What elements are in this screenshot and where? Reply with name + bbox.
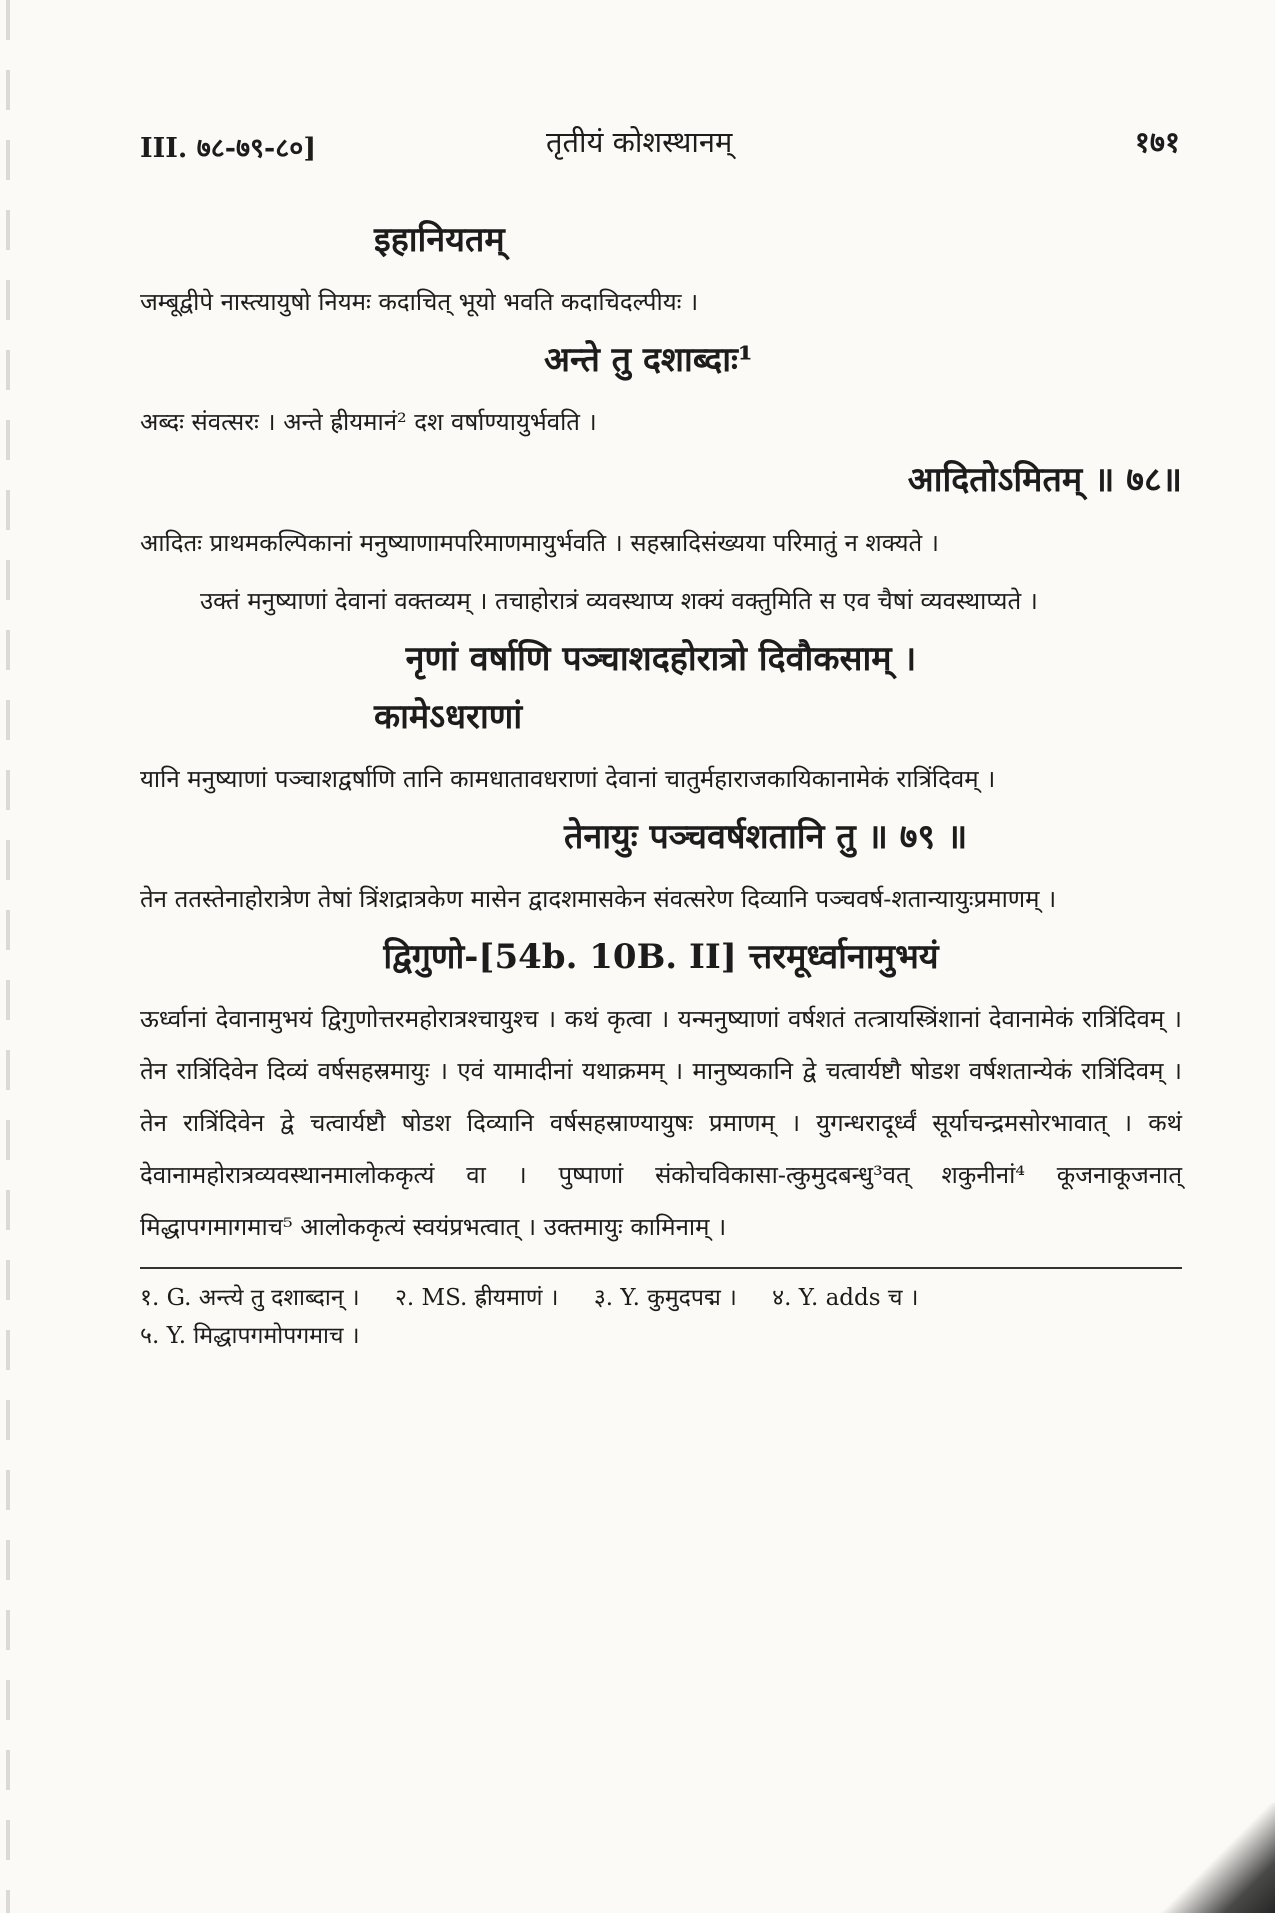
verse-line: नृणां वर्षाणि पञ्चाशदहोरात्रो दिवौकसाम् । [405, 638, 917, 679]
footnotes [140, 1279, 1182, 1355]
footnote: ५. Y. मिद्धापगमोपगमाच । [140, 1323, 360, 1350]
page-corner-shadow [1155, 1803, 1275, 1913]
footnote: १. G. अन्त्ये तु दशाब्दान् । [140, 1285, 360, 1312]
commentary-paragraph: उक्तं मनुष्याणां देवानां वक्तव्यम् । तचाहोरात्रं व्यवस्थाप्य शक्यं वक्तुमिति स एव चैषां व्यवस्थाप्यते । [200, 586, 1038, 615]
footnote: २. MS. ह्रीयमाणं । [394, 1285, 559, 1312]
commentary-paragraph: आदितः प्राथमकल्पिकानां मनुष्याणामपरिमाणमायुर्भवति । सहस्रादिसंख्यया परिमातुं न शक्यते । [140, 528, 939, 557]
footnote: ४. Y. adds च । [772, 1285, 919, 1312]
page-number: १७१ [1134, 125, 1180, 159]
running-header [140, 122, 1180, 172]
verse-line: द्विगुणो-[54b. 10B. II] त्तरमूर्ध्वानामुभयं [383, 937, 939, 978]
page-edge-shadow [6, 0, 10, 1913]
commentary-paragraph: यानि मनुष्याणां पञ्चाशद्वर्षाणि तानि कामधातावधराणां देवानां चातुर्महाराजकायिकानामेकं रात्रिंदिवम् । [140, 764, 996, 793]
commentary-paragraph: ऊर्ध्वानां देवानामुभयं द्विगुणोत्तरमहोरात्रश्चायुश्च । कथं कृत्वा । यन्मनुष्याणां वर्षशतं तत्त्रायस्त्रिंशानां देवानामेकं रात्रिंदिवम् । तेन रात्रिंदिवेन दिव्यं वर्षसहस्रमायुः । एवं यामादीनां यथाक्रमम् । मानुष्यकानि द्वे चत्वार्यष्टौ षोडश वर्षशतान्येकं रात्रिंदिवम् । तेन रात्रिंदिवेन द्वे चत्वार्यष्टौ षोडश दिव्यानि वर्षसहस्राण्यायुषः प्रमाणम् । युगन्धरादूर्ध्वं सूर्याचन्द्रमसोरभावात् । कथं देवानामहोरात्रव्यवस्थानमालोककृत्यं वा । पुष्पाणां संकोचविकासा-त्कुमुदबन्धु³वत् शकुनीनां⁴ कूजनाकूजनात् मिद्धापगमागमाच⁵ आलोककृत्यं स्वयंप्रभत्वात् । उक्तमायुः कामिनाम् । [140, 1005, 1182, 1242]
verse-line: अन्ते तु दशाब्दाः¹ [544, 340, 753, 381]
header-title: तृतीयं कोशस्थानम् [546, 125, 733, 159]
commentary-paragraph: अब्दः संवत्सरः । अन्ते ह्रीयमानं² दश वर्षाण्यायुर्भवति । [140, 408, 597, 437]
verse-line: तेनायुः पञ्चवर्षशतानि तु ॥ ७९ ॥ [564, 816, 968, 857]
commentary-paragraph: जम्बूद्वीपे नास्त्यायुषो नियमः कदाचित् भूयो भवति कदाचिदल्पीयः । [140, 288, 699, 317]
footnote: ३. Y. कुमुदपद्म । [593, 1285, 737, 1312]
header-verse-reference: III. ७८-७९-८०] [140, 133, 317, 164]
main-text [140, 208, 1182, 1355]
verse-line: इहानियतम् [374, 220, 505, 260]
commentary-paragraph: तेन ततस्तेनाहोरात्रेण तेषां त्रिंशद्रात्रकेण मासेन द्वादशमासकेन संवत्सरेण दिव्यानि पञ्चवर्ष-शतान्यायुःप्रमाणम् । [140, 885, 1057, 914]
verse-line: कामेऽधराणां [374, 696, 523, 737]
verse-line: आदितोऽमितम् ॥ ७८॥ [907, 460, 1182, 501]
footnote-divider [140, 1267, 1182, 1269]
